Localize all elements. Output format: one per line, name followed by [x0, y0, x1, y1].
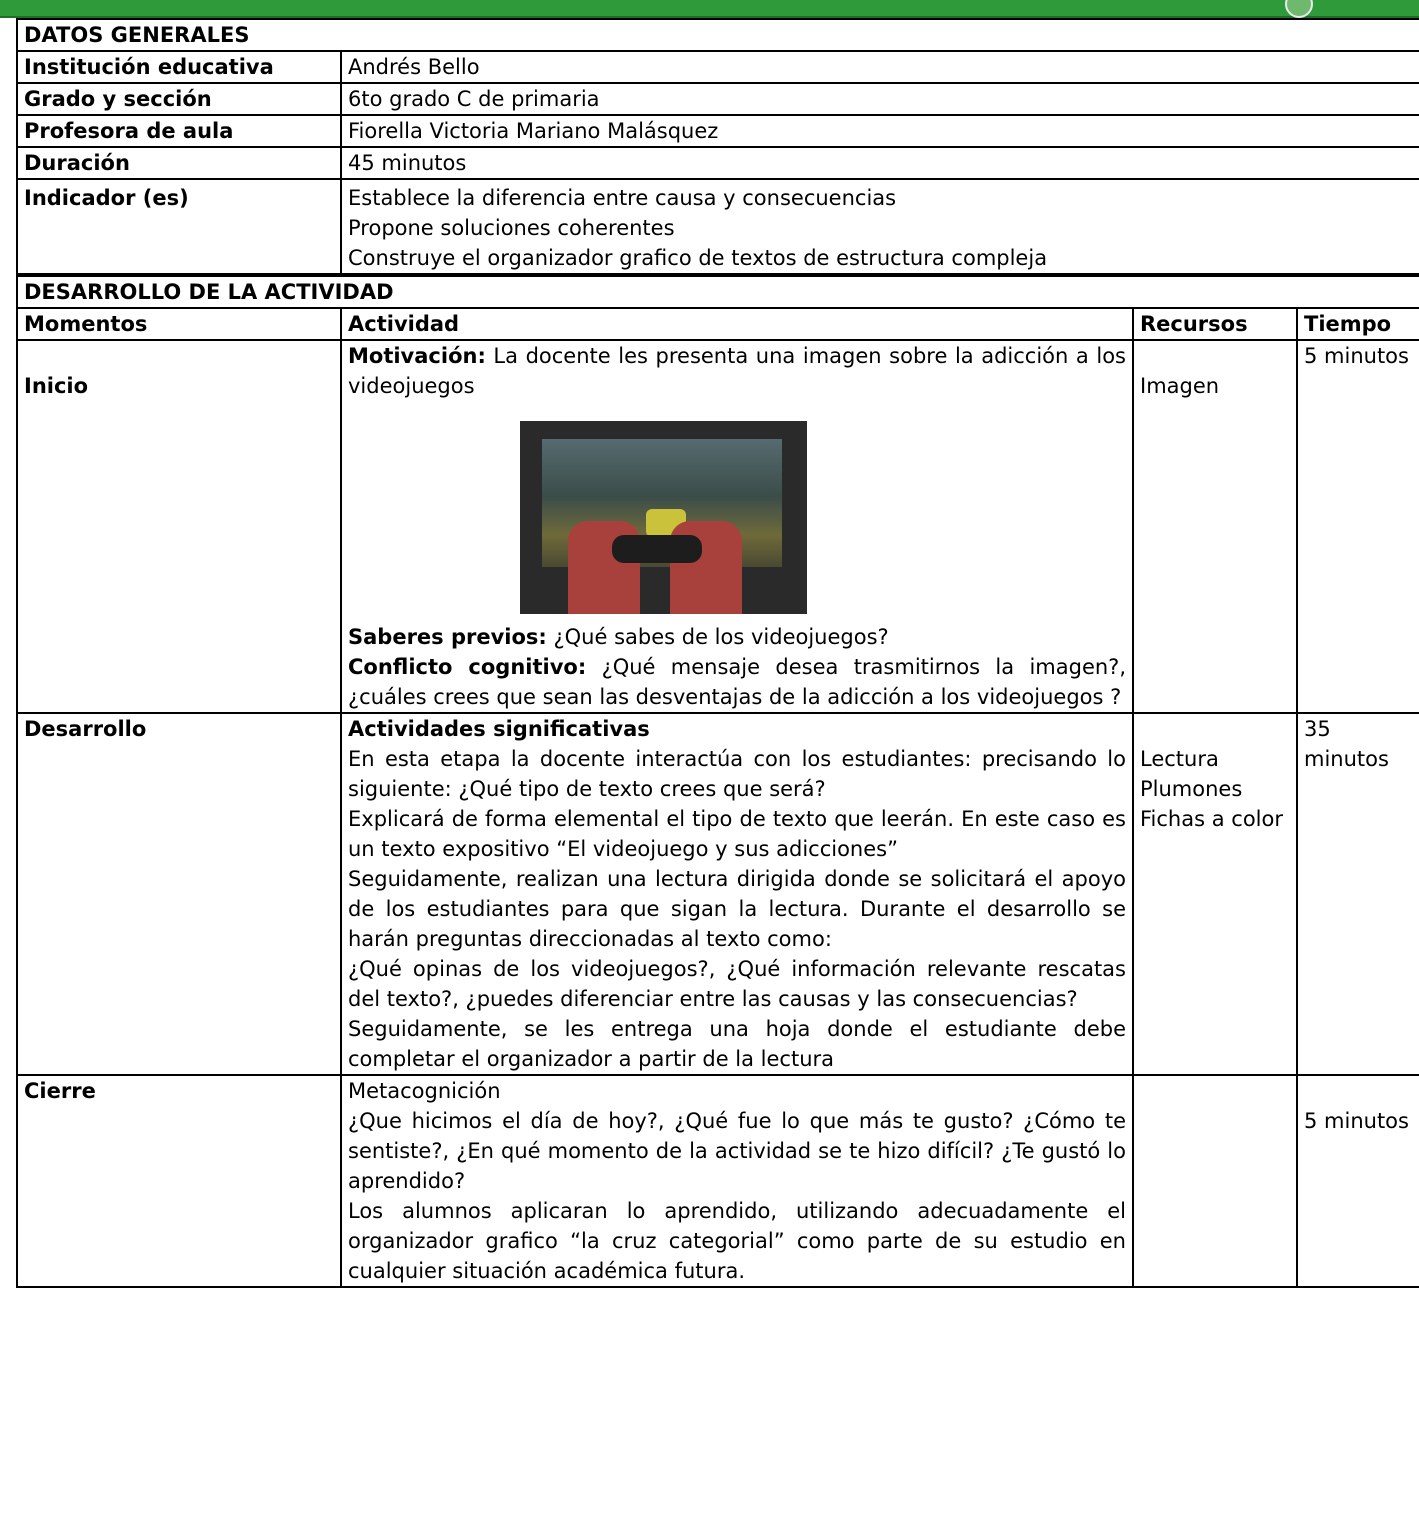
desarrollo-paragraph: Explicará de forma elemental el tipo de texto que leerán. En este caso es un texto expositivo “El videojuego y sus adicciones”: [348, 807, 1126, 861]
motivacion-label: Motivación:: [348, 344, 486, 368]
saberes-label: Saberes previos:: [348, 625, 547, 649]
conflicto-label: Conflicto cognitivo:: [348, 655, 587, 679]
row-desarrollo: [18, 713, 1419, 1075]
profesora-label: Profesora de aula: [18, 115, 341, 147]
actividades-title: Actividades significativas: [348, 717, 650, 741]
desarrollo-paragraph: En esta etapa la docente interactúa con los estudiantes: precisando lo siguiente: ¿Qué tipo de texto crees que será?: [348, 747, 1126, 801]
duracion-label: Duración: [18, 147, 341, 179]
row-inicio: [18, 340, 1419, 713]
videogame-addiction-image: [520, 421, 807, 614]
momento-desarrollo: Desarrollo: [18, 713, 341, 1075]
recursos-cierre: [1133, 1075, 1297, 1287]
cierre-paragraph: ¿Que hicimos el día de hoy?, ¿Qué fue lo que más te gusto? ¿Cómo te sentiste?, ¿En qué momento de la actividad se te hizo difícil? ¿Te gustó lo aprendido?: [348, 1109, 1126, 1193]
gamepad-icon: [612, 535, 702, 563]
desarrollo-table: [18, 275, 1419, 1288]
actividad-desarrollo: [341, 713, 1133, 1075]
conflicto-text: ¿Qué mensaje desea trasmitirnos la imagen?, ¿cuáles crees que sean las desventajas de la adicción a los videojuegos ?: [348, 655, 1126, 709]
grado-value: 6to grado C de primaria: [341, 83, 1419, 115]
metacognicion-title: Metacognición: [348, 1079, 501, 1103]
datos-generales-header: DATOS GENERALES: [18, 19, 1419, 51]
col-actividad: Actividad: [341, 308, 1133, 340]
col-tiempo: Tiempo: [1297, 308, 1419, 340]
saberes-text: ¿Qué sabes de los videojuegos?: [546, 625, 889, 649]
datos-generales-table: [18, 18, 1419, 275]
tiempo-desarrollo: 35 minutos: [1297, 713, 1419, 1075]
indicador-item: Propone soluciones coherentes: [348, 216, 675, 240]
logo-icon: [1285, 0, 1313, 18]
grado-label: Grado y sección: [18, 83, 341, 115]
recurso-item: Fichas a color: [1140, 807, 1283, 831]
actividad-inicio: [341, 340, 1133, 713]
motivacion-text: La docente les presenta una imagen sobre la adicción a los videojuegos: [348, 344, 1126, 398]
videogame-image-wrap: [348, 401, 1126, 622]
document: [16, 18, 1419, 1288]
recursos-desarrollo: [1133, 713, 1297, 1075]
desarrollo-paragraph: ¿Qué opinas de los videojuegos?, ¿Qué información relevante rescatas del texto?, ¿puedes diferenciar entre las causas y las consecuencias?: [348, 957, 1126, 1011]
col-recursos: Recursos: [1133, 308, 1297, 340]
actividad-cierre: [341, 1075, 1133, 1287]
indicador-label: Indicador (es): [18, 179, 341, 274]
indicador-values: [341, 179, 1419, 274]
indicador-item: Establece la diferencia entre causa y consecuencias: [348, 186, 897, 210]
top-banner: [0, 0, 1419, 18]
institucion-value: Andrés Bello: [341, 51, 1419, 83]
recurso-item: Plumones: [1140, 777, 1243, 801]
desarrollo-header: DESARROLLO DE LA ACTIVIDAD: [18, 276, 1419, 308]
recursos-inicio: Imagen: [1133, 340, 1297, 713]
momento-inicio: Inicio: [18, 340, 341, 713]
col-momentos: Momentos: [18, 308, 341, 340]
profesora-value: Fiorella Victoria Mariano Malásquez: [341, 115, 1419, 147]
momento-cierre: Cierre: [18, 1075, 341, 1287]
cierre-paragraph: Los alumnos aplicaran lo aprendido, utilizando adecuadamente el organizador grafico “la cruz categorial” como parte de su estudio en cualquier situación académica futura.: [348, 1199, 1126, 1283]
indicador-item: Construye el organizador grafico de textos de estructura compleja: [348, 246, 1048, 270]
desarrollo-paragraph: Seguidamente, se les entrega una hoja donde el estudiante debe completar el organizador a partir de la lectura: [348, 1017, 1126, 1071]
tiempo-cierre: 5 minutos: [1297, 1075, 1419, 1287]
desarrollo-paragraph: Seguidamente, realizan una lectura dirigida donde se solicitará el apoyo de los estudiantes para que sigan la lectura. Durante el desarrollo se harán preguntas direccionadas al texto como:: [348, 867, 1126, 951]
tiempo-inicio: 5 minutos: [1297, 340, 1419, 713]
institucion-label: Institución educativa: [18, 51, 341, 83]
duracion-value: 45 minutos: [341, 147, 1419, 179]
recurso-item: Lectura: [1140, 747, 1219, 771]
row-cierre: [18, 1075, 1419, 1287]
